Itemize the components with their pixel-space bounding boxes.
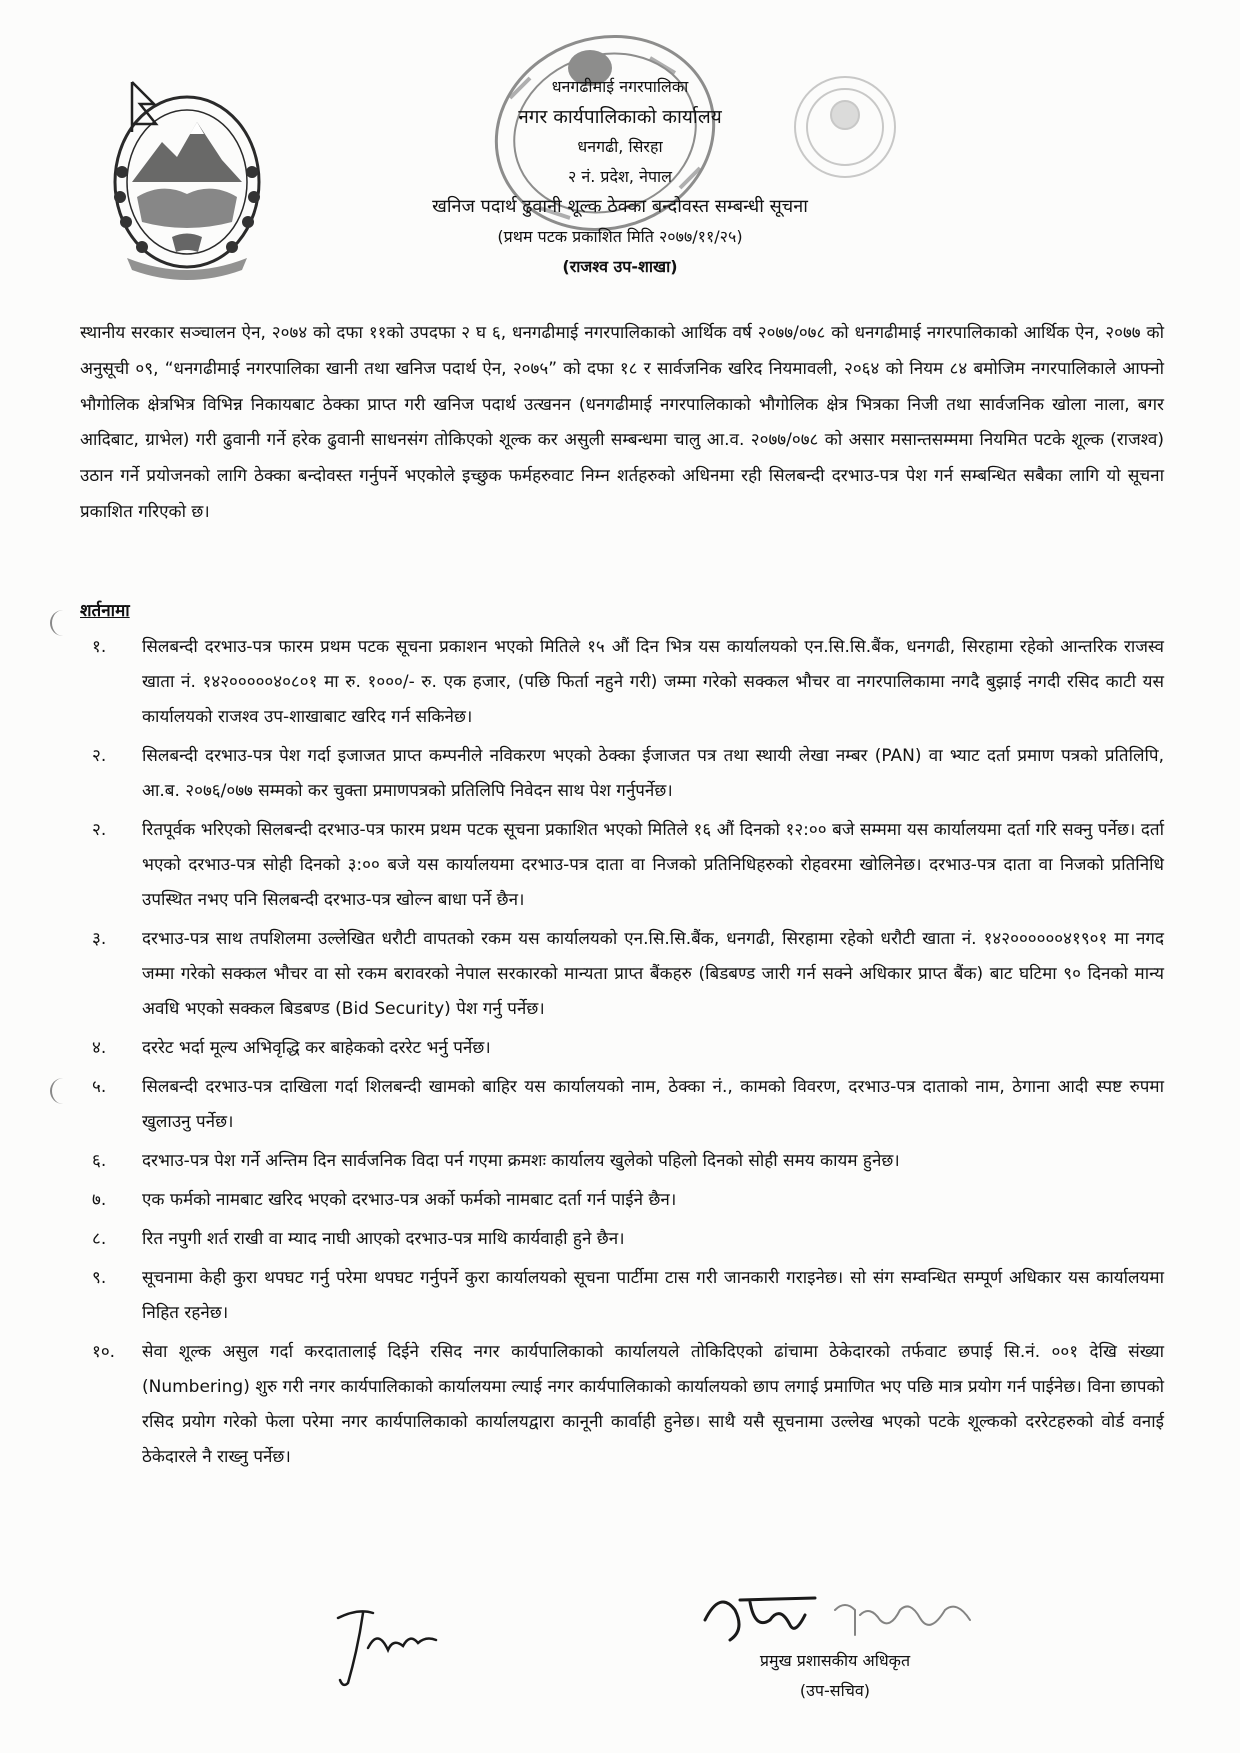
list-item (80, 630, 1164, 735)
term-number: ९. (92, 1268, 107, 1288)
term-number: ५. (92, 1077, 107, 1097)
term-number: ३. (92, 929, 107, 949)
list-item (80, 813, 1164, 918)
office-name: नगर कार्यपालिकाको कार्यालय (518, 106, 722, 128)
handwritten-initial-icon (318, 1588, 448, 1698)
signature-block (720, 1646, 950, 1706)
list-item (80, 1222, 1164, 1257)
term-number: २. (92, 820, 107, 840)
terms-list (80, 630, 1164, 1479)
terms-heading: शर्तनामा (80, 601, 130, 621)
list-item (80, 1031, 1164, 1066)
term-text: सेवा शूल्क असुल गर्दा करदातालाई दिईने रसिद नगर कार्यपालिकाको कार्यालयले तोकिदिएको ढांचामा ठेकेदारको तर्फवाट छपाई सि.नं. ००१ देखि संख्या (Numbering) शुरु गरी नगर कार्यपालिकाको कार्यालयमा ल्याई नगर कार्यपालिकाको कार्यालयको छाप लगाई प्रमाणित भए पछि मात्र प्रयोग गर्न पाईनेछ। विना छापको रसिद प्रयोग गरेको फेला परेमा नगर कार्यपालिकाको कार्यालयद्वारा कानूनी कार्वाही हुनेछ। साथै यसै सूचनामा उल्लेख भएको पटके शूल्कको दररेटहरुको वोर्ड वनाई ठेकेदारले नै राख्नु पर्नेछ। (142, 1342, 1164, 1467)
municipality-name: धनगढीमाई नगरपालिका (551, 77, 689, 96)
margin-mark (50, 1078, 66, 1104)
term-text: दरभाउ-पत्र साथ तपशिलमा उल्लेखित धरौटी वापतको रकम यस कार्यालयको एन.सि.सि.बैंक, धनगढी, सिरहामा रहेको धरौटी खाता नं. १४२००००००४१९०१ मा नगद जम्मा गरेको सक्कल भौचर वा सो रकम बरावरको नेपाल सरकारको मान्यता प्राप्त बैंकहरु (बिडबण्ड जारी गर्न सक्ने अधिकार प्राप्त बैंक) बाट घटिमा ९० दिनको मान्य अवधि भएको सक्कल बिडबण्ड (Bid Security) पेश गर्नु पर्नेछ। (142, 929, 1164, 1019)
published-date: (प्रथम पटक प्रकाशित मिति २०७७/११/२५) (497, 227, 743, 246)
nepal-emblem-icon (102, 62, 272, 282)
term-text: सूचनामा केही कुरा थपघट गर्नु परेमा थपघट गर्नुपर्ने कुरा कार्यालयको सूचना पार्टीमा टास गरी जानकारी गराइनेछ। सो संग सम्वन्धित सम्पूर्ण अधिकार यस कार्यालयमा निहित रहनेछ। (142, 1268, 1164, 1323)
office-location: धनगढी, सिरहा (577, 137, 663, 156)
term-number: ८. (92, 1229, 107, 1249)
notice-title: खनिज पदार्थ ढुवानी शूल्क ठेक्का बन्दोवस्त सम्बन्धी सूचना (432, 196, 808, 217)
signatory-designation: प्रमुख प्रशासकीय अधिकृत (759, 1651, 911, 1670)
term-text: सिलबन्दी दरभाउ-पत्र फारम प्रथम पटक सूचना प्रकाशन भएको मितिले १५ औं दिन भित्र यस कार्यालयको एन.सि.सि.बैंक, धनगढी, सिरहामा रहेको आन्तरिक राजस्व खाता नं. १४२०००००४०८०१ मा रु. १०००/- रु. एक हजार, (पछि फिर्ता नहुने गरी) जम्मा गरेको सक्कल भौचर वा नगरपालिकामा नगदै बुझाई नगदी रसिद काटी यस कार्यालयको राजश्व उप-शाखाबाट खरिद गर्न सकिनेछ। (142, 637, 1164, 727)
term-number: २. (92, 746, 107, 766)
term-text: रितपूर्वक भरिएको सिलबन्दी दरभाउ-पत्र फारम प्रथम पटक सूचना प्रकाशित भएको मितिले १६ औं दिनको १२:०० बजे सम्ममा यस कार्यालयमा दर्ता गरि सक्नु पर्नेछ। दर्ता भएको दरभाउ-पत्र सोही दिनको ३:०० बजे यस कार्यालयमा दरभाउ-पत्र दाता वा निजको प्रतिनिधिहरुको रोहवरमा खोलिनेछ। दरभाउ-पत्र दाता वा निजको प्रतिनिधि उपस्थित नभए पनि सिलबन्दी दरभाउ-पत्र खोल्न बाधा पर्ने छैन। (142, 820, 1164, 910)
notice-header (330, 72, 910, 282)
term-text: सिलबन्दी दरभाउ-पत्र पेश गर्दा इजाजत प्राप्त कम्पनीले नविकरण भएको ठेक्का ईजाजत पत्र तथा स्थायी लेखा नम्बर (PAN) वा भ्याट दर्ता प्रमाण पत्रको प्रतिलिपि, आ.ब. २०७६/०७७ सम्मको कर चुक्ता प्रमाणपत्रको प्रतिलिपि निवेदन साथ पेश गर्नुपर्नेछ। (142, 746, 1164, 801)
list-item (80, 1183, 1164, 1218)
province-name: २ नं. प्रदेश, नेपाल (567, 167, 673, 186)
intro-paragraph: स्थानीय सरकार सञ्चालन ऐन, २०७४ को दफा ११को उपदफा २ घ ६, धनगढीमाई नगरपालिकाको आर्थिक वर्ष २०७७/०७८ को धनगढीमाई नगरपालिकाको आर्थिक ऐन, २०७७ को अनुसूची ०९, “धनगढीमाई नगरपालिका खानी तथा खनिज पदार्थ ऐन, २०७५” को दफा १८ र सार्वजनिक खरिद नियमावली, २०६४ को नियम ८४ बमोजिम नगरपालिकाले आफ्नो भौगोलिक क्षेत्रभित्र विभिन्न निकायबाट ठेक्का प्राप्त गरी खनिज पदार्थ उत्खनन (धनगढीमाई नगरपालिकाको भौगोलिक क्षेत्र भित्रका निजी तथा सार्वजनिक खोला नाला, बगर आदिबाट, ग्राभेल) गरी ढुवानी गर्ने हरेक ढुवानी साधनसंग तोकिएको शूल्क कर असुली सम्बन्धमा चालु आ.व. २०७७/०७८ को असार मसान्तसम्ममा नियमित पटके शूल्क (राजश्व) उठान गर्ने प्रयोजनको लागि ठेक्का बन्दोवस्त गर्नुपर्ने भएकोले इच्छुक फर्महरुवाट निम्न शर्तहरुको अधिनमा रही सिलबन्दी दरभाउ-पत्र पेश गर्न सम्बन्धित सबैका लागि यो सूचना प्रकाशित गरिएको छ। (80, 323, 1164, 522)
term-text: एक फर्मको नामबाट खरिद भएको दरभाउ-पत्र अर्को फर्मको नामबाट दर्ता गर्न पाईने छैन। (142, 1190, 677, 1210)
list-item (80, 1335, 1164, 1475)
list-item (80, 1070, 1164, 1140)
list-item (80, 739, 1164, 809)
term-text: दरभाउ-पत्र पेश गर्ने अन्तिम दिन सार्वजनिक विदा पर्न गएमा क्रमशः कार्यालय खुलेको पहिलो दिनको सोही समय कायम हुनेछ। (142, 1151, 900, 1171)
term-number: ७. (92, 1190, 107, 1210)
term-text: दररेट भर्दा मूल्य अभिवृद्धि कर बाहेकको दररेट भर्नु पर्नेछ। (142, 1038, 491, 1058)
margin-mark (50, 610, 66, 636)
term-number: १. (92, 637, 107, 657)
list-item (80, 1144, 1164, 1179)
term-text: रित नपुगी शर्त राखी वा म्याद नाघी आएको दरभाउ-पत्र माथि कार्यवाही हुने छैन। (142, 1229, 625, 1249)
section-name: (राजश्व उप-शाखा) (562, 257, 678, 276)
list-item (80, 922, 1164, 1027)
term-number: ६. (92, 1151, 107, 1171)
list-item (80, 1261, 1164, 1331)
term-number: १०. (92, 1342, 116, 1362)
term-text: सिलबन्दी दरभाउ-पत्र दाखिला गर्दा शिलबन्दी खामको बाहिर यस कार्यालयको नाम, ठेक्का नं., कामको विवरण, दरभाउ-पत्र दाताको नाम, ठेगाना आदी स्पष्ट रुपमा खुलाउनु पर्नेछ। (142, 1077, 1164, 1132)
signatory-rank: (उप-सचिव) (799, 1681, 871, 1700)
term-number: ४. (92, 1038, 107, 1058)
